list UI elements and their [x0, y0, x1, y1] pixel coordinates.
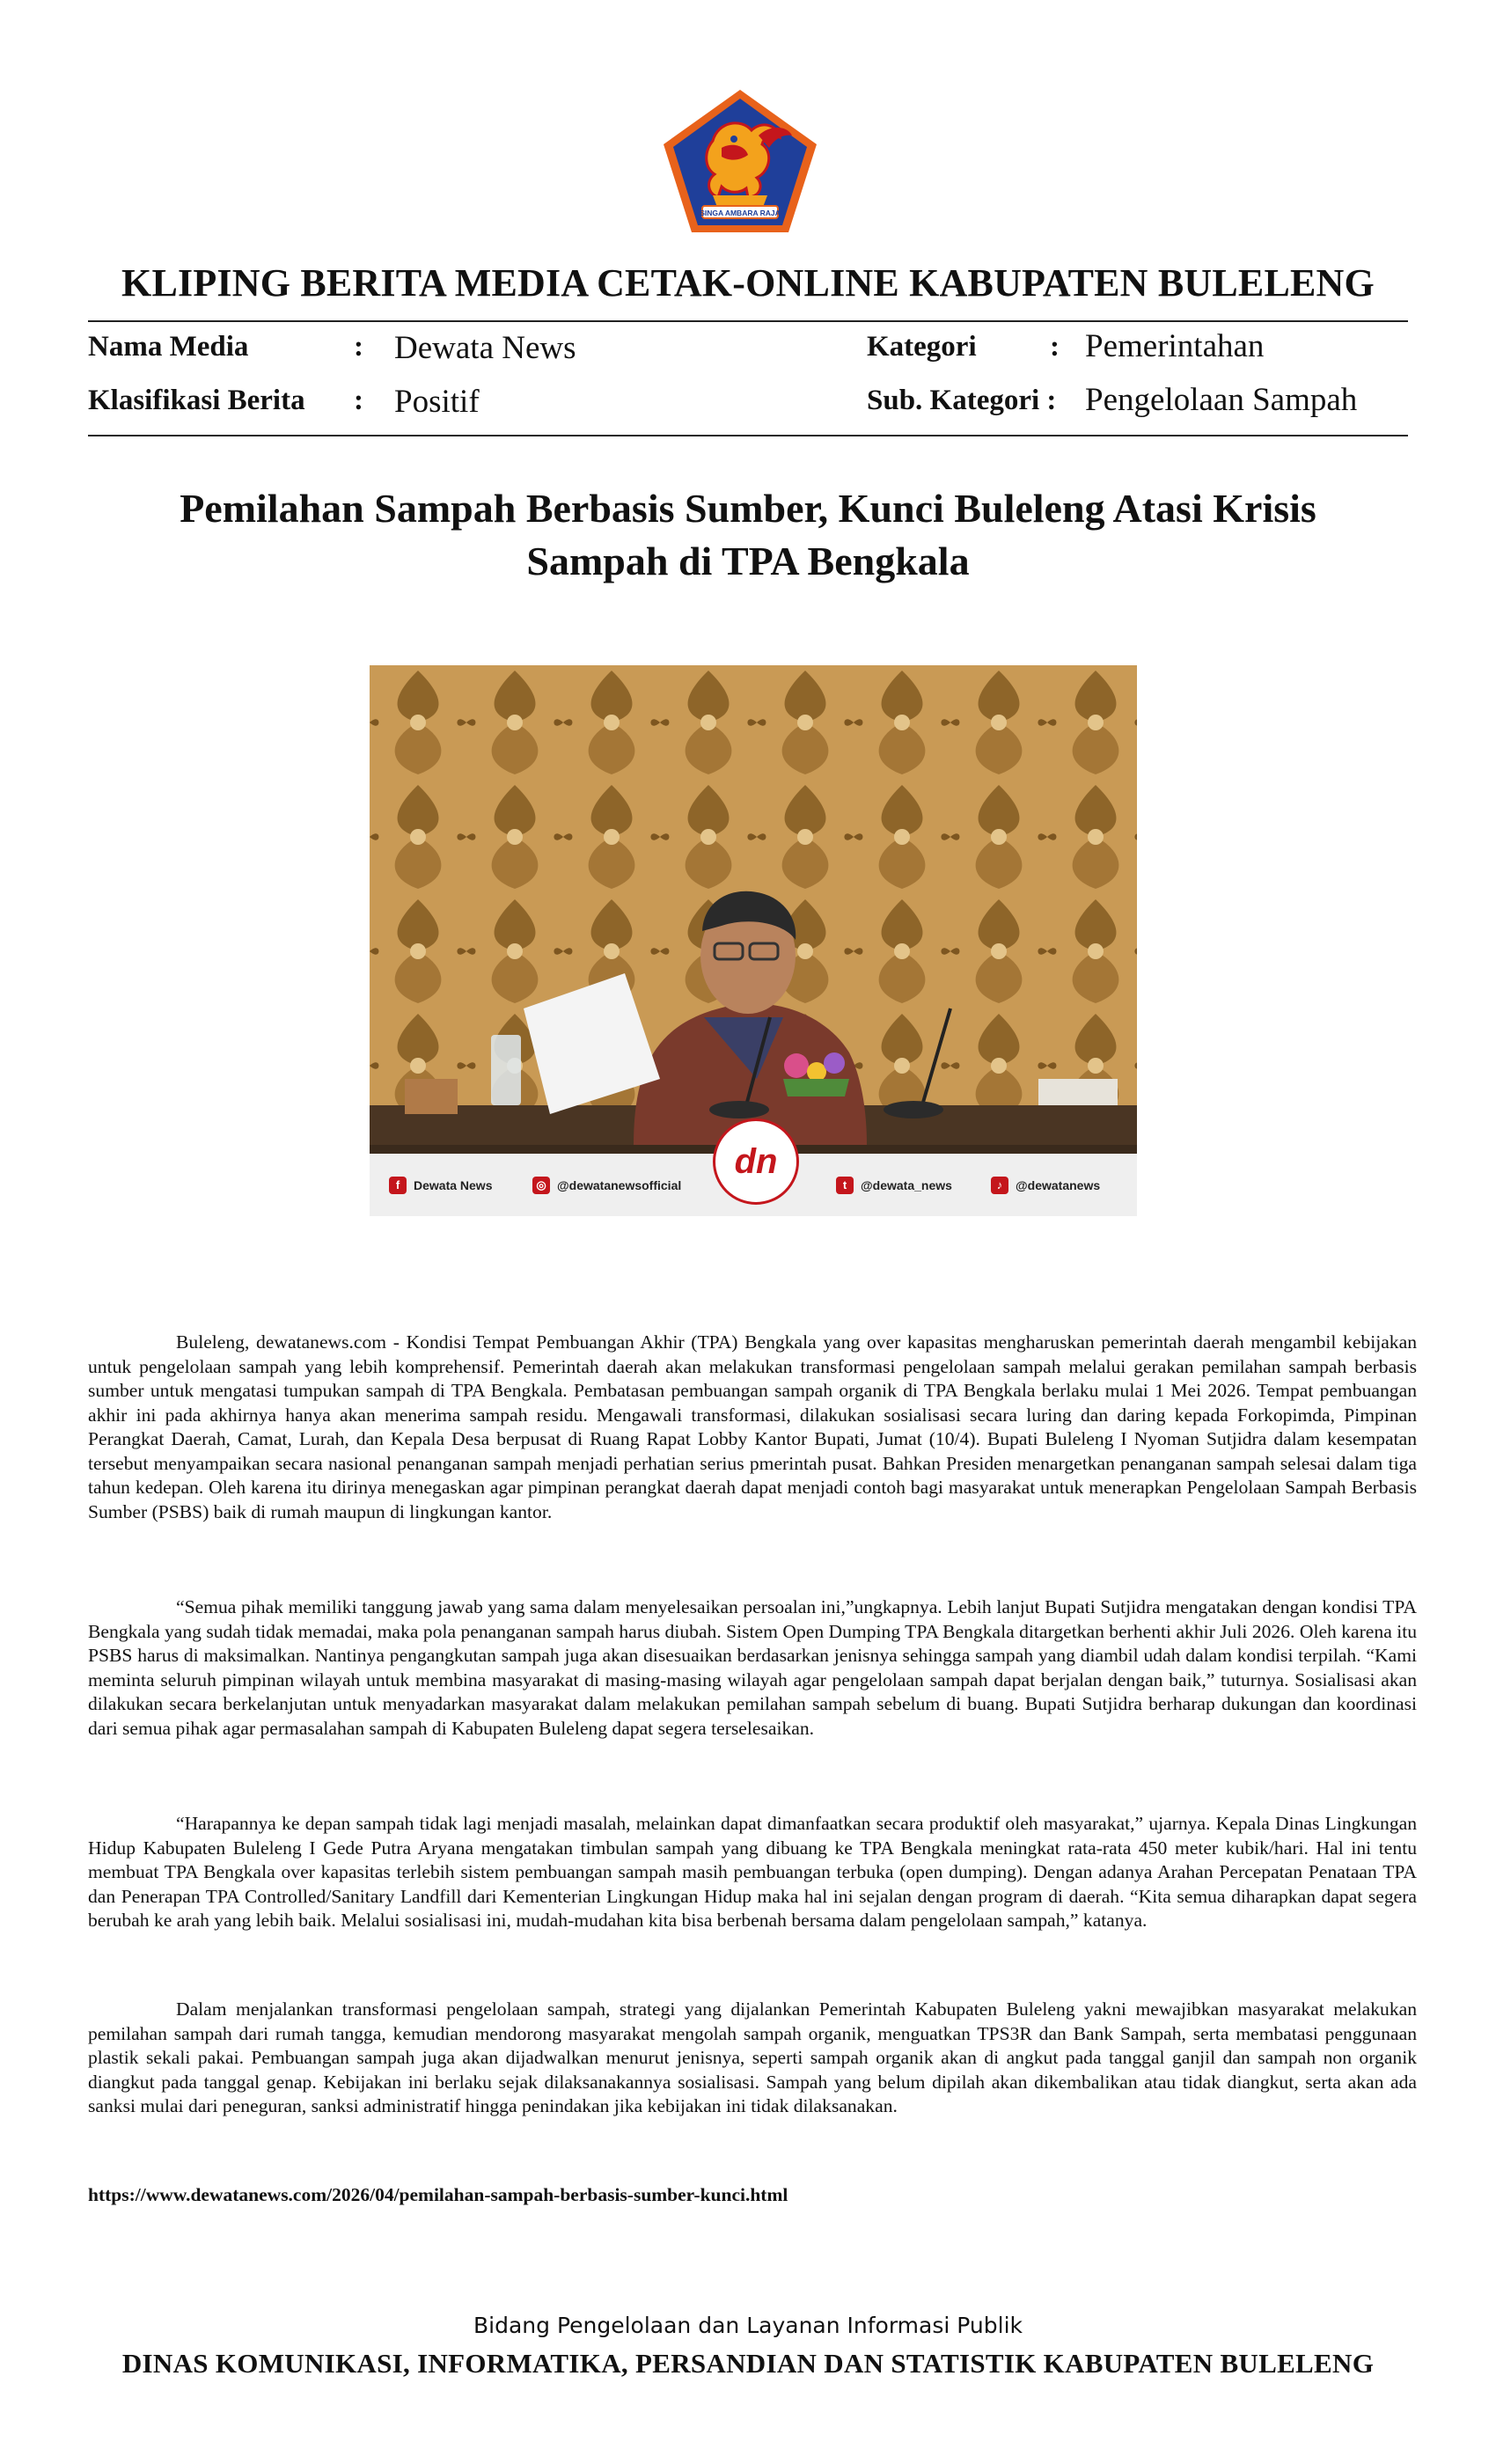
watermark-instagram-text: @dewatanewsofficial	[557, 1177, 682, 1192]
subcategory-value: Pengelolaan Sampah	[1085, 382, 1358, 418]
watermark-instagram	[532, 1154, 681, 1216]
category-value: Pemerintahan	[1085, 328, 1265, 364]
classification-label: Klasifikasi Berita	[88, 385, 305, 416]
category-label: Kategori	[867, 331, 977, 363]
document-title: KLIPING BERITA MEDIA CETAK-ONLINE KABUPATEN BULELENG	[121, 261, 1375, 304]
facebook-icon: f	[389, 1177, 407, 1194]
classification-value: Positif	[394, 384, 480, 420]
media-colon: :	[354, 331, 363, 363]
watermark-twitter	[836, 1154, 952, 1216]
headline-line-2: Sampah di TPA Bengkala	[526, 539, 970, 583]
instagram-icon: ◎	[532, 1177, 550, 1194]
twitter-icon: t	[836, 1177, 854, 1194]
watermark-tiktok-text: @dewatanews	[1016, 1177, 1101, 1192]
footer-agency: DINAS KOMUNIKASI, INFORMATIKA, PERSANDIAN DAN STATISTIK KABUPATEN BULELENG	[121, 2348, 1375, 2379]
watermark-tiktok	[991, 1154, 1100, 1216]
header-divider-bottom	[88, 435, 1408, 436]
watermark-twitter-text: @dewata_news	[861, 1177, 952, 1192]
article-paragraph-4: Dalam menjalankan transformasi pengelolaan sampah, strategi yang dijalankan Pemerintah Kabupaten Buleleng yakni mewajibkan masyarakat melakukan pemilahan sampah dari rumah tangga, kemudian mendorong masyarakat mengolah sampah organik, menguatkan TPS3R dan Bank Sampah, serta membatasi penggunaan plastik sekali pakai. Pembuangan sampah juga akan dijadwalkan menurut jenisnya, seperti sampah organik akan di angkut pada tanggal ganjil dan sampah non organik diangkut pada tanggal genap. Kebijakan ini berlaku sejak dilaksanakannya sosialisasi. Sampah yang belum dipilah akan dikembalikan atau tidak diangkut, serta akan ada sanksi mulai dari peneguran, sanksi administratif hingga penindakan jika kebijakan ini tidak dilaksanakan.	[88, 1998, 1417, 2116]
category-colon: :	[1050, 331, 1060, 363]
media-value: Dewata News	[394, 330, 576, 366]
subcategory-label: Sub. Kategori :	[867, 385, 1057, 416]
press-conference-photo	[370, 665, 1137, 1145]
dewata-news-logo-text: dn	[734, 1141, 778, 1181]
watermark-facebook-text: Dewata News	[414, 1177, 493, 1192]
tiktok-icon: ♪	[991, 1177, 1008, 1194]
article-photo	[370, 665, 1137, 1216]
buleleng-emblem-logo	[660, 86, 820, 236]
headline-line-1: Pemilahan Sampah Berbasis Sumber, Kunci Buleleng Atasi Krisis	[180, 486, 1316, 531]
dewata-news-logo	[713, 1118, 799, 1205]
classification-colon: :	[354, 385, 363, 416]
article-paragraph-3: “Harapannya ke depan sampah tidak lagi menjadi masalah, melainkan dapat dimanfaatkan secara produktif oleh masyarakat,” ujarnya. Kepala Dinas Lingkungan Hidup Kabupaten Buleleng I Gede Putra Aryana mengatakan timbulan sampah yang dibuang ke TPA Bengkala meningkat rata-rata 450 meter kubik/hari. Hal ini tentu membuat TPA Bengkala over kapasitas terlebih sistem pembuangan sampah masih pembuangan terbuka (open dumping). Dengan adanya Arahan Percepatan Penataan TPA dan Penerapan TPA Controlled/Sanitary Landfill dari Kementerian Lingkungan Hidup maka hal ini sejalan dengan program di daerah. “Kita semua diharapkan dapat segera berubah ke arah yang lebih baik. Melalui sosialisasi ini, mudah-mudahan kita bisa berbenah bersama dalam pengelolaan sampah,” katanya.	[88, 1813, 1417, 1931]
watermark-bar	[370, 1141, 1137, 1216]
article-headline	[106, 482, 1390, 588]
media-label: Nama Media	[88, 331, 249, 363]
footer-division: Bidang Pengelolaan dan Layanan Informasi Publik	[473, 2313, 1023, 2338]
emblem-motto: SINGA AMBARA RAJA	[700, 209, 781, 217]
source-link[interactable]: https://www.dewatanews.com/2026/04/pemilahan-sampah-berbasis-sumber-kunci.html	[88, 2184, 788, 2205]
article-paragraph-2: “Semua pihak memiliki tanggung jawab yang sama dalam menyelesaikan persoalan ini,”ungkapnya. Lebih lanjut Bupati Sutjidra mengatakan dengan kondisi TPA Bengkala yang sudah tidak memadai, maka pola penanganan sampah harus diubah. Sistem Open Dumping TPA Bengkala ditargetkan berhenti akhir Juli 2026. Oleh karena itu PSBS harus di maksimalkan. Nantinya pengangkutan sampah juga akan disesuaikan berdasarkan jenisnya sehingga sampah yang diambil udah dalam kondisi terpilah. “Kami meminta seluruh pimpinan wilayah untuk membina masyarakat di masing-masing wilayah agar pengelolaan sampah dapat berjalan dengan baik,” tuturnya. Sosialisasi akan dilakukan secara berkelanjutan untuk menyadarkan masyarakat dalam melakukan pemilahan sampah sebelum di buang. Bupati Sutjidra berharap dukungan dan koordinasi dari semua pihak agar permasalahan sampah di Kabupaten Buleleng dapat segera terselesaikan.	[88, 1596, 1417, 1739]
article-paragraph-1: Buleleng, dewatanews.com - Kondisi Tempat Pembuangan Akhir (TPA) Bengkala yang over kapasitas mengharuskan pemerintah daerah mengambil kebijakan untuk pengelolaan sampah yang lebih komprehensif. Pemerintah daerah akan melakukan transformasi pengelolaan sampah melalui gerakan pemilahan sampah berbasis sumber untuk mengatasi tumpukan sampah di TPA Bengkala. Pembatasan pembuangan sampah organik di TPA Bengkala berlaku mulai 1 Mei 2026. Tempat pembuangan akhir ini pada akhirnya hanya akan menerima sampah residu. Mengawali transformasi, dilakukan sosialisasi secara luring dan daring kepada Forkopimda, Pimpinan Perangkat Daerah, Camat, Lurah, dan Kepala Desa berpusat di Ruang Rapat Lobby Kantor Bupati, Jumat (10/4). Bupati Buleleng I Nyoman Sutjidra dalam kesempatan tersebut menyampaikan secara nasional penanganan sampah menjadi perhatian serius pmerintah pusat. Bahkan Presiden menargetkan penanganan sampah selesai dalam tiga tahun kedepan. Oleh karena itu dirinya menegaskan agar pimpinan perangkat daerah dapat menjadi contoh bagi masyarakat untuk menerapkan Pengelolaan Sampah Berbasis Sumber (PSBS) baik di rumah maupun di lingkungan kantor.	[88, 1331, 1417, 1522]
header-divider-top	[88, 320, 1408, 322]
watermark-facebook	[389, 1154, 492, 1216]
